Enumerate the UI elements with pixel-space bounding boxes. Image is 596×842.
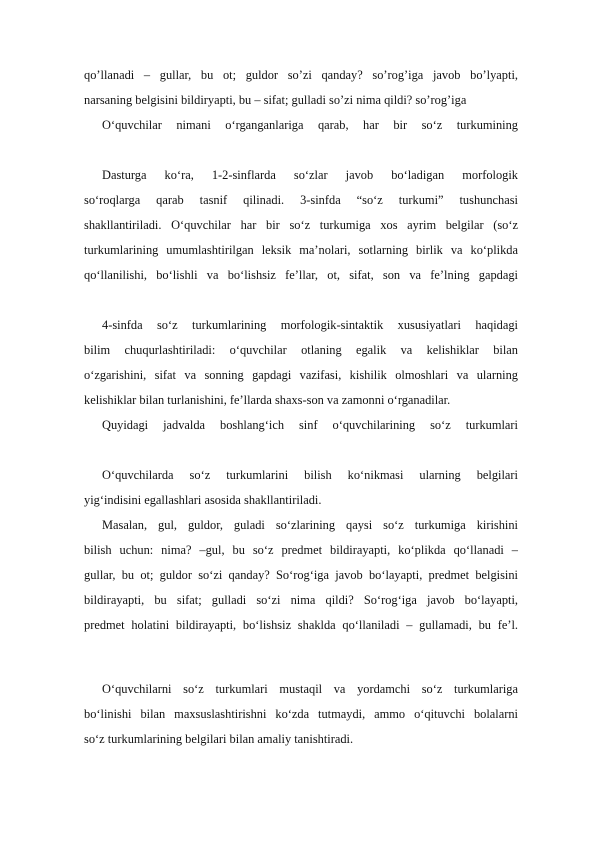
text-line: predmet holatini bildirayapti, bo‘lishsiz shaklda qo‘llaniladi – gullamadi, bu fe’l. — [84, 618, 518, 632]
text-line: kelishiklar bilan turlanishini, fe’llarda shaxs-son va zamonni o‘rganadilar. — [84, 393, 451, 407]
text-line: yig‘indisini egallashlari asosida shakllantiriladi. — [84, 493, 322, 507]
text-line: turkumlarining umumlashtirilgan leksik ma’nolari, sotlarning birlik va ko‘plikda — [84, 243, 518, 257]
text-line: o‘zgarishini, sifat va sonning gapdagi vazifasi, kishilik olmoshlari va ularning — [84, 368, 518, 382]
text-line: narsaning belgisini bildiryapti, bu – sifat; gulladi so’zi nima qildi? so’rog’iga — [84, 93, 467, 107]
text-line: qo‘llanilishi, bo‘lishli va bo‘lishsiz fe’llar, ot, sifat, son va fe’lning gapdagi — [84, 268, 518, 282]
text-line: gullar, bu ot; guldor so‘zi qanday? So‘rog‘iga javob bo‘layapti, predmet belgisini — [84, 568, 518, 582]
text-line: so‘z turkumlarining belgilari bilan amaliy tanishtiradi. — [84, 732, 354, 746]
text-line: qo’llanadi – gullar, bu ot; guldor so’zi qanday? so’rog’iga javob bo’lyapti, — [84, 68, 518, 82]
text-line: shakllantiriladi. O‘quvchilar har bir so‘z turkumiga xos ayrim belgilar (so‘z — [84, 218, 518, 232]
text-line: O‘quvchilarda so‘z turkumlarini bilish ko‘nikmasi ularning belgilari — [102, 468, 518, 482]
text-line: O‘quvchilarni so‘z turkumlari mustaqil va yordamchi so‘z turkumlariga — [102, 682, 518, 696]
text-line: 4-sinfda so‘z turkumlarining morfologik-sintaktik xususiyatlari haqidagi — [102, 318, 518, 332]
text-line: Masalan, gul, guldor, guladi so‘zlarining qaysi so‘z turkumiga kirishini — [102, 518, 518, 532]
text-line: bildirayapti, bu sifat; gulladi so‘zi nima qildi? So‘rog‘iga javob bo‘layapti, — [84, 593, 518, 607]
text-line: bo‘linishi bilan maxsuslashtirishni ko‘zda tutmaydi, ammo o‘qituvchi bolalarni — [84, 707, 518, 721]
text-line: Dasturga ko‘ra, 1-2-sinflarda so‘zlar javob bo‘ladigan morfologik — [102, 168, 518, 182]
text-line: bilish uchun: nima? –gul, bu so‘z predmet bildirayapti, ko‘plikda qo‘llanadi – — [84, 543, 518, 557]
text-line: so‘roqlarga qarab tasnif qilinadi. 3-sinfda “so‘z turkumi” tushunchasi — [84, 193, 518, 207]
text-line: Quyidagi jadvalda boshlang‘ich sinf o‘quvchilarining so‘z turkumlari — [102, 418, 518, 432]
text-line: bilim chuqurlashtiriladi: o‘quvchilar otlaning egalik va kelishiklar bilan — [84, 343, 518, 357]
text-line: O‘quvchilar nimani o‘rganganlariga qarab, har bir so‘z turkumining — [102, 118, 518, 132]
